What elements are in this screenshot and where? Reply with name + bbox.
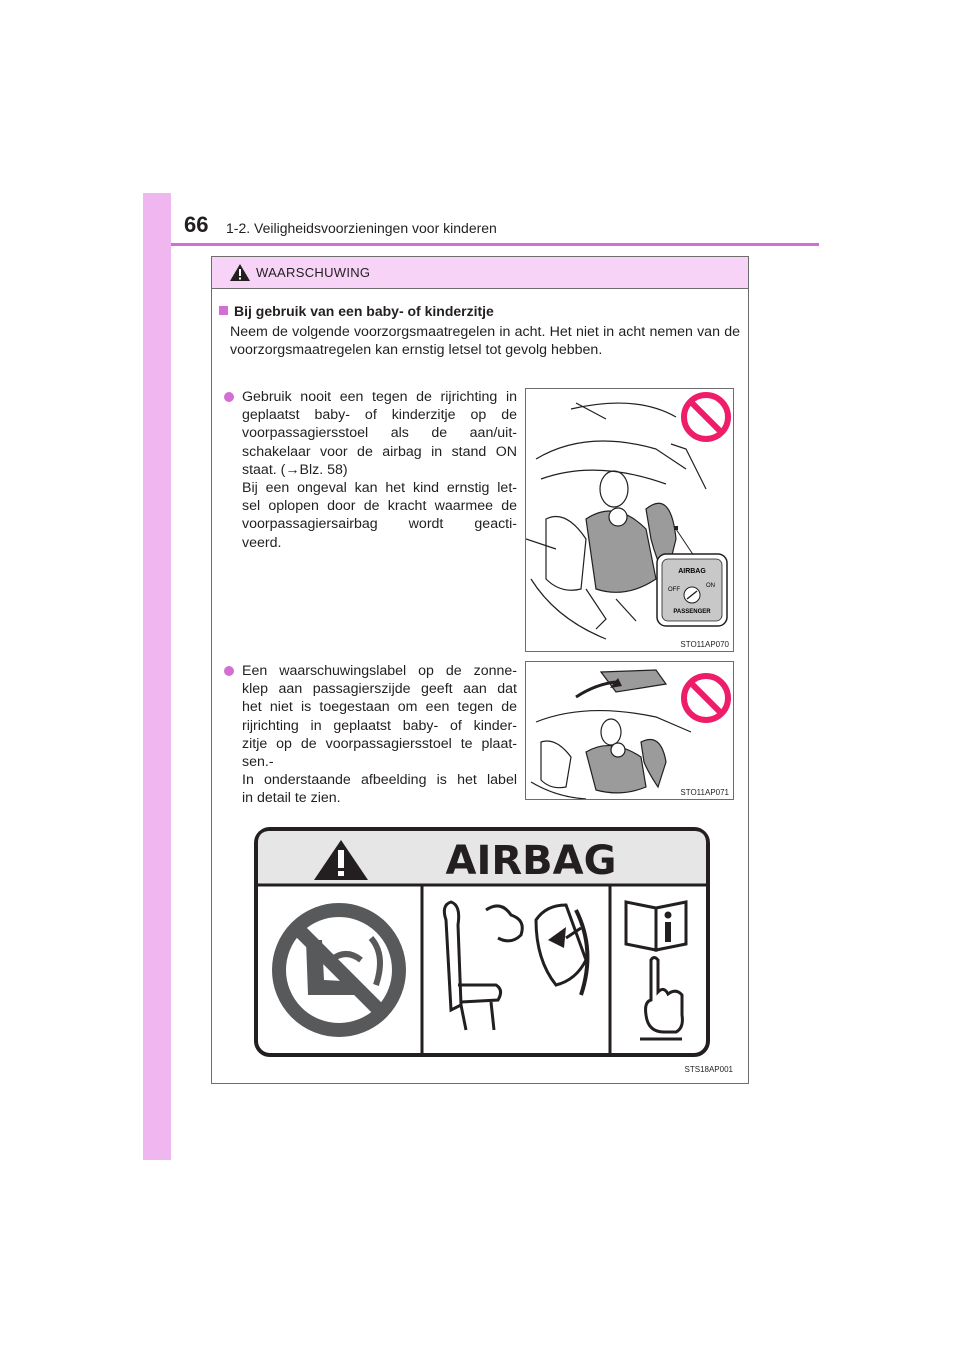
sun-visor-illustration [526,662,733,799]
header-rule [171,243,819,246]
prohibited-icon [684,676,728,720]
switch-passenger-label: PASSENGER [673,609,711,615]
manual-book-icon [626,902,686,950]
warning-box [211,256,749,1084]
bullet-dot-icon [224,392,234,402]
switch-on-label: ON [706,583,715,589]
warning-triangle-icon [229,263,251,282]
intro-text: Neem de volgende voorzorgsmaatregelen in acht. Het niet in acht nemen van de voorzorgsmaatregelen kan ernstig letsel tot gevolg hebben. [230,324,740,358]
bullet-text: Gebruik nooit een tegen de rijrichting in geplaatst baby- of kinderzitje op de voorpassagiersstoel als de aan/uit- schakelaar voor de airbag in stand ON staat. (→Blz. 58) Bij een ongeval kan het kind ernstig let- sel oplopen door de kracht waarmee de voorpassagiersairbag wordt geacti- veerd. [242,389,517,551]
square-bullet-icon [219,306,228,315]
figure-code: STS18AP001 [684,1065,733,1074]
side-tab [143,193,171,1160]
warning-header [212,257,748,289]
section-heading: Bij gebruik van een baby- of kinderzitje [219,303,494,319]
bullet-dot-icon [224,666,234,676]
figure-airbag-label [236,810,744,1075]
bullet-text: Een waarschuwingslabel op de zonne- klep aan passagierszijde geeft aan dat het niet is toegestaan om een tegen de rijrichting in geplaatst baby- of kinder- zitje op de voorpassagiersstoel te plaat- sen.- In onderstaande afbeelding is het label in detail te zien. [242,663,517,807]
car-interior-illustration [526,389,733,651]
figure-code: STO11AP071 [680,788,729,797]
chapter-title: 1-2. Veiligheidsvoorzieningen voor kinderen [226,220,497,236]
warning-title: WAARSCHUWING [256,265,371,280]
page-number: 66 [184,212,209,237]
airbag-label-text: AIRBAG [445,838,617,884]
airbag-warning-label [236,810,744,1075]
figure-code: STO11AP070 [680,640,729,649]
prohibited-icon [684,395,728,439]
figure-sun-visor [525,661,734,800]
switch-off-label: OFF [668,587,680,593]
switch-airbag-label: AIRBAG [678,568,706,575]
figure-rear-facing-seat [525,388,734,652]
